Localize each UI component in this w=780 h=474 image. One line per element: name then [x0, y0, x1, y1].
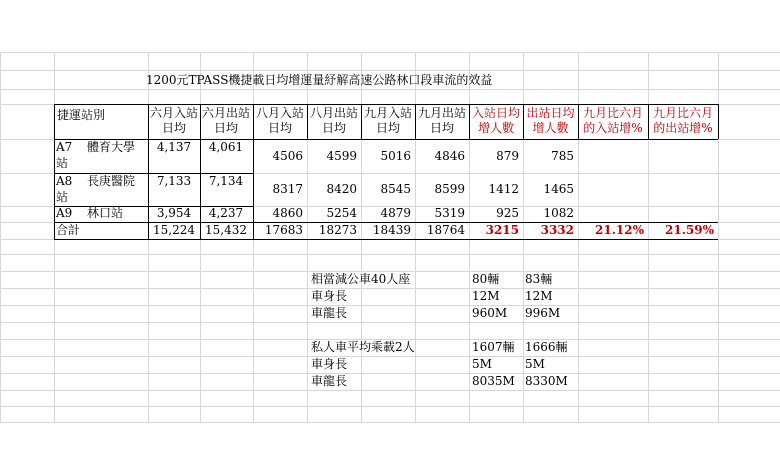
header-pct-in[interactable]: 九月比六月 的入站增% [582, 106, 643, 135]
total-aug-out[interactable]: 18273 [318, 223, 357, 237]
station-code[interactable]: A9 [56, 206, 73, 220]
sep-out-cell[interactable]: 5319 [434, 206, 465, 220]
jun-in-cell[interactable]: 4,137 [156, 140, 192, 154]
jun-out-cell[interactable]: 7,134 [208, 174, 244, 188]
car-in[interactable]: 1607輛 [472, 340, 515, 354]
station-name-cont: 站 [56, 190, 69, 204]
total-aug-in[interactable]: 17683 [264, 223, 303, 237]
aug-out-cell[interactable]: 4599 [326, 149, 357, 163]
header-jun-out[interactable]: 六月出站 日均 [201, 106, 250, 135]
header-aug-out[interactable]: 八月出站 日均 [309, 106, 358, 135]
sheet-title[interactable]: 1200元TPASS機捷載日均增運量紓解高速公路林口段車流的效益 [146, 73, 493, 87]
inc-out-cell[interactable]: 785 [551, 149, 574, 163]
car-queue-out[interactable]: 8330M [525, 374, 568, 388]
aug-in-cell[interactable]: 8317 [272, 182, 303, 196]
bus-length-label[interactable]: 車身長 [311, 289, 348, 303]
header-station[interactable]: 捷運站別 [57, 108, 106, 122]
car-queue-label[interactable]: 車龍長 [311, 374, 348, 388]
inc-in-cell[interactable]: 1412 [488, 182, 519, 196]
station-name[interactable]: 體育大學 [87, 140, 136, 154]
bus-label[interactable]: 相當減公車40人座 [311, 272, 411, 286]
station-code[interactable]: A7 [56, 140, 73, 154]
sep-in-cell[interactable]: 8545 [380, 182, 411, 196]
total-label[interactable]: 合計 [56, 223, 81, 237]
jun-in-cell[interactable]: 3,954 [156, 206, 192, 220]
bus-length-out[interactable]: 12M [525, 289, 553, 303]
header-inc-in[interactable]: 入站日均 增人數 [471, 106, 520, 135]
bus-queue-in[interactable]: 960M [472, 306, 508, 320]
header-inc-out[interactable]: 出站日均 增人數 [526, 106, 575, 135]
jun-in-cell[interactable]: 7,133 [156, 174, 192, 188]
total-sep-in[interactable]: 18439 [372, 223, 411, 237]
bus-in[interactable]: 80輛 [472, 272, 500, 286]
sep-out-cell[interactable]: 4846 [434, 149, 465, 163]
total-jun-out[interactable]: 15,432 [205, 223, 247, 237]
aug-in-cell[interactable]: 4860 [272, 206, 303, 220]
inc-out-cell[interactable]: 1465 [543, 182, 574, 196]
bus-queue-label[interactable]: 車龍長 [311, 306, 348, 320]
car-length-out[interactable]: 5M [525, 357, 545, 371]
bus-queue-out[interactable]: 996M [525, 306, 561, 320]
jun-out-cell[interactable]: 4,061 [208, 140, 244, 154]
total-inc-in[interactable]: 3215 [485, 223, 519, 237]
station-code[interactable]: A8 [56, 174, 73, 188]
station-name[interactable]: 林口站 [87, 206, 124, 220]
total-pct-in[interactable]: 21.12% [595, 223, 644, 237]
sep-out-cell[interactable]: 8599 [434, 182, 465, 196]
aug-in-cell[interactable]: 4506 [272, 149, 303, 163]
station-name[interactable]: 長庚醫院 [87, 174, 136, 188]
aug-out-cell[interactable]: 5254 [326, 206, 357, 220]
total-sep-out[interactable]: 18764 [426, 223, 465, 237]
aug-out-cell[interactable]: 8420 [326, 182, 357, 196]
car-length-in[interactable]: 5M [472, 357, 492, 371]
header-sep-out[interactable]: 九月出站 日均 [417, 106, 466, 135]
car-out[interactable]: 1666輛 [525, 340, 568, 354]
inc-in-cell[interactable]: 925 [496, 206, 519, 220]
jun-out-cell[interactable]: 4,237 [208, 206, 244, 220]
inc-out-cell[interactable]: 1082 [543, 206, 574, 220]
total-jun-in[interactable]: 15,224 [153, 223, 195, 237]
header-sep-in[interactable]: 九月入站 日均 [363, 106, 412, 135]
sep-in-cell[interactable]: 5016 [380, 149, 411, 163]
total-pct-out[interactable]: 21.59% [665, 223, 714, 237]
car-label[interactable]: 私人車平均乘載2人 [311, 340, 415, 354]
inc-in-cell[interactable]: 879 [496, 149, 519, 163]
bus-length-in[interactable]: 12M [472, 289, 500, 303]
header-pct-out[interactable]: 九月比六月 的出站增% [652, 106, 713, 135]
station-name-cont: 站 [56, 156, 69, 170]
car-length-label[interactable]: 車身長 [311, 357, 348, 371]
total-inc-out[interactable]: 3332 [540, 223, 574, 237]
header-aug-in[interactable]: 八月入站 日均 [255, 106, 304, 135]
car-queue-in[interactable]: 8035M [472, 374, 515, 388]
bus-out[interactable]: 83輛 [525, 272, 553, 286]
header-jun-in[interactable]: 六月入站 日均 [149, 106, 198, 135]
sep-in-cell[interactable]: 4879 [380, 206, 411, 220]
